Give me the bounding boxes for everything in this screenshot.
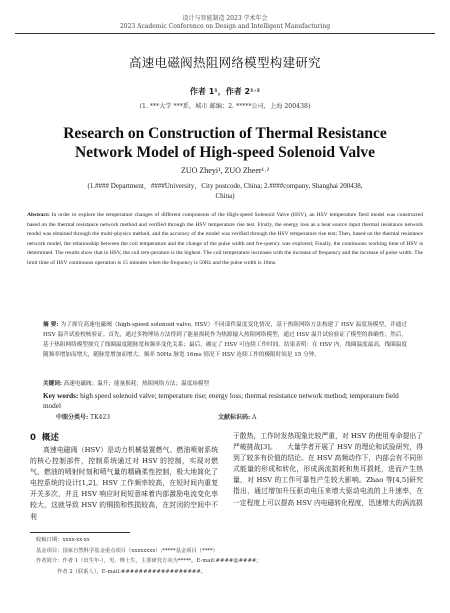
authors-en: ZUO Zheyi¹, ZUO Zheer¹˒²: [180, 166, 270, 175]
abstract-en-text: In order to explore the temperature changes of different components of the High-speed Solenoid Valve (HSV), an HSV temperature field model was constructed based on the thermal resistance network method and verified through the HSV temperature rise test. Firstly, the energy loss as a heat source input thermal resistance network model was obtained through the multi-physics method, and the accuracy of the model was verified through the HSV temperature rise test; Then, based on the thermal resistance network model, the relationship between the coil temperature and the change of the pulse width and fre-quency was explored; Finally, the continuous working time of HSV is determined. The results show that in HSV, the coil tem-perature is the highest. The coil temperature increases with the increase of frequency and the increase of pulse width. The limit time of HSV continuous operation is 15 minutes when the frequency is 50Hz and the pulse width is 16ms.: [27, 212, 423, 266]
affiliation-en-line1: (1.#### Department，####University，City postcode, China; 2.####company, Shanghai 200438,: [87, 182, 363, 190]
affiliation-cn: (1. ***大学 ***系，城市 邮编；2. *****公司，上海 200438): [139, 103, 311, 110]
footnotes: [36, 535, 436, 577]
abstract-en-label: Abstract:: [27, 212, 50, 218]
footnote-funding: 基金项目：国家自然科学基金重点项目（xxxxxxxx）;*****基金项目（****）: [36, 547, 218, 554]
footnote-author-bio: 作者简介：作者 1（出生年-），男，博士生，主要研究方向为*****。E-mail:####@####;: [36, 558, 259, 564]
authors-cn: 作者 1¹，作者 2¹˒²: [189, 87, 261, 96]
footnote-divider: [30, 532, 130, 533]
affiliation-en-line2: China): [215, 192, 235, 200]
footnote-received-date: 收稿日期：xxxx-xx-xx: [36, 537, 90, 543]
keywords-en-label: Key words:: [43, 392, 79, 400]
section-number: 0: [30, 433, 36, 443]
journal-header-cn: 设计与智能制造 2023 学术年会: [182, 15, 268, 22]
title-cn: 高速电磁阀热阻网络模型构建研究: [128, 55, 321, 70]
body-column-left: 高速电磁阀（HSV）是动力机械装置燃气、燃油喷射系统的核心控制部件，控制系统通过对 HSV 的控制，实现对燃气、燃油的喷射时刻和喷气量的精确柔性控制，极大地简化了电控系统的设计[1,2]。HSV 工作频率较高，在短时间内重复开关多次，并且 HSV 响应时间短意味着内部激励电流变化率较大，这就导致 HSV 的铜损和铁损较高，在封闭的空间中不利: [30, 446, 218, 521]
journal-header-en: 2023 Academic Conference on Design and Intelligent Manufacturing: [119, 23, 331, 30]
section-heading: [30, 431, 59, 443]
keywords-cn-text: 高速电磁阀；温升；能量损耗；热阻网络方法；温度场模型: [63, 381, 210, 387]
abstract-cn: [43, 320, 407, 360]
title-en-line1: Research on Construction of Thermal Resistance: [63, 125, 387, 142]
title-en-line2: Network Model of High-speed Solenoid Valve: [74, 144, 376, 161]
classification-value: TK423: [90, 414, 111, 421]
footnote-contact: 作者 2（联系人），E-mail:##################。: [57, 568, 207, 575]
keywords-cn-label: 关键词:: [43, 381, 62, 387]
abstract-cn-label: 摘 要:: [43, 322, 59, 328]
abstract-cn-text: 为了探究高速电磁阀（high-speed solenoid valve, HSV）不同部件温度变化情况，基于热阻网络方法构建了 HSV 温度场模型，并通过 HSV 温升试验校核验证。首先，通过多物理场方法得到了能量损耗作为热源输入热阻网络模型，通过 HSV 温升试验验证了模型的准确性；然后，基于热阻网络模型探究了线圈温度随脉宽和频率变化关系；最后，确定了 HSV 可连续工作时间。结果表明：在 HSV 内，线圈温度最高，线圈温度随频率增加而增大，随脉宽增加而增大，频率 50Hz 脉宽 16ms 情况下 HSV 连续工作的极限时间是 15 分钟。: [43, 322, 407, 358]
classification-label: 中图分类号:: [56, 414, 89, 421]
header-divider: [15, 33, 435, 34]
body-column-right: 于散热，工作时发热现象比较严重，对 HSV 的使用寿命提出了严峻挑战[3]。 大量学者开展了 HSV 的理论和试验研究，得到了较多有价值的结论。在 HSV 高频动作下，内部会有不同形式能量的形成和转化，形成涡流损耗和焦耳损耗，进而产生热量，对 HSV 的工作可靠性产生较大影响。Zhao 等[4,5]研究指出，通过增加升压驱动电压来增大驱动电流的上升速率，在一定程度上可以提高 HSV 内电磁转化程度，迅速增大的涡流损: [233, 432, 423, 507]
keywords-en-text: high speed solenoid valve; temperature rise; energy loss; thermal resistance network method; temperature field model: [43, 392, 399, 410]
keywords-cn: [43, 379, 407, 389]
document-code-value: A: [252, 414, 257, 421]
section-title: 概述: [41, 433, 59, 443]
abstract-en: [27, 211, 423, 269]
keywords-en: [43, 391, 407, 411]
document-code: [218, 412, 256, 421]
document-code-label: 文献标识码:: [218, 414, 251, 421]
classification-number: [56, 412, 110, 421]
